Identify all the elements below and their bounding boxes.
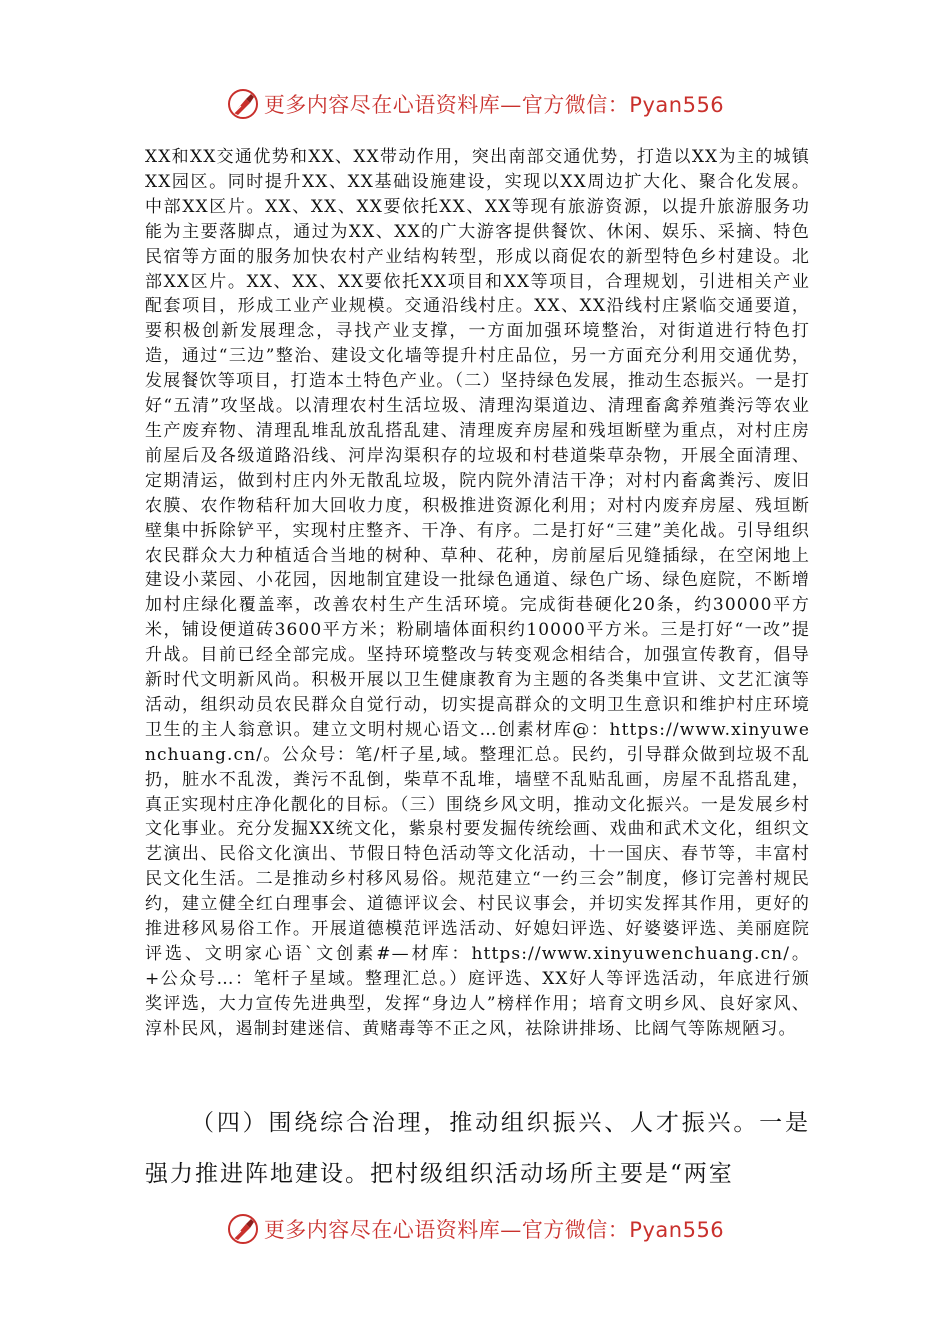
footer-banner bbox=[0, 1207, 950, 1251]
pen-nib-logo-icon bbox=[226, 1212, 260, 1246]
footer-banner-text: 更多内容尽在心语资料库— bbox=[263, 1218, 522, 1242]
header-banner-wechat: 官方微信：Pyan556 bbox=[521, 93, 725, 117]
pen-nib-logo-icon bbox=[226, 87, 260, 121]
footer-banner-wechat: 官方微信：Pyan556 bbox=[521, 1218, 725, 1242]
header-banner bbox=[0, 82, 950, 126]
body-paragraph: XX和XX交通优势和XX、XX带动作用，突出南部交通优势，打造以XX为主的城镇XX园区。同时提升XX、XX基础设施建设，实现以XX周边扩大化、聚合化发展。中部XX区片。XX、XX、XX要依托XX、XX等现有旅游资源，以提升旅游服务功能为主要落脚点，通过为XX、XX的广大游客提供餐饮、休闲、娱乐、采摘、特色民宿等方面的服务加快农村产业结构转型，形成以商促农的新型特色乡村建设。北部XX区片。XX、XX、XX要依托XX项目和XX等项目，合理规划，引进相关产业配套项目，形成工业产业规模。交通沿线村庄。XX、XX沿线村庄紧临交通要道，要积极创新发展理念，寻找产业支撑，一方面加强环境整治，对街道进行特色打造，通过“三边”整治、建设文化墙等提升村庄品位，另一方面充分利用交通优势，发展餐饮等项目，打造本土特色产业。（二）坚持绿色发展，推动生态振兴。一是打好“五清”攻坚战。以清理农村生活垃圾、清理沟渠道边、清理畜禽养殖粪污等农业生产废弃物、清理乱堆乱放乱搭乱建、清理废弃房屋和残垣断壁为重点，对村庄房前屋后及各级道路沿线、河岸沟渠积存的垃圾和村巷道柴草杂物，开展全面清理、定期清运，做到村庄内外无散乱垃圾，院内院外清洁干净；对村内畜禽粪污、废旧农膜、农作物秸秆加大回收力度，积极推进资源化利用；对村内废弃房屋、残垣断壁集中拆除铲平，实现村庄整齐、干净、有序。二是打好“三建”美化战。引导组织农民群众大力种植适合当地的树种、草种、花种，房前屋后见缝插绿，在空闲地上建设小菜园、小花园，因地制宜建设一批绿色通道、绿色广场、绿色庭院，不断增加村庄绿化覆盖率，改善农村生产生活环境。完成街巷硬化20条，约30000平方米，铺设便道砖3600平方米；粉刷墙体面积约10000平方米。三是打好“一改”提升战。目前已经全部完成。坚持环境整改与转变观念相结合，加强宣传教育，倡导新时代文明新风尚。积极开展以卫生健康教育为主题的各类集中宣讲、文艺汇演等活动，组织动员农民群众自觉行动，切实提高群众的文明卫生意识和维护村庄环境卫生的主人翁意识。建立文明村规心语文…创素材库@：https://www.xinyuwenchuang.cn/。公众号：笔/杆子星,域。整理汇总。民约，引导群众做到垃圾不乱扔，脏水不乱泼，粪污不乱倒，柴草不乱堆，墙壁不乱贴乱画，房屋不乱搭乱建，真正实现村庄净化靓化的目标。（三）围绕乡风文明，推动文化振兴。一是发展乡村文化事业。充分发掘XX统文化，紫泉村要发掘传统绘画、戏曲和武术文化，组织文艺演出、民俗文化演出、节假日特色活动等文化活动，十一国庆、春节等，丰富村民文化生活。二是推动乡村移风易俗。规范建立“一约三会”制度，修订完善村规民约，建立健全红白理事会、道德评议会、村民议事会，并切实发挥其作用，更好的推进移风易俗工作。开展道德模范评选活动、好媳妇评选、好婆婆评选、美丽庭院评选、文明家心语`文创素#—材库：https://www.xinyuwenchuang.cn/。+公众号…：笔杆子星域。整理汇总。）庭评选、XX好人等评选活动，年底进行颁奖评选，大力宣传先进典型，发挥“身边人”榜样作用；培育文明乡风、良好家风、淳朴民风，遏制封建迷信、黄赌毒等不正之风，祛除讲排场、比阔气等陈规陋习。 bbox=[145, 147, 810, 1039]
header-banner-text: 更多内容尽在心语资料库— bbox=[263, 93, 522, 117]
section-heading-paragraph: （四）围绕综合治理，推动组织振兴、人才振兴。一是强力推进阵地建设。把村级组织活动场所主要是“两室 bbox=[145, 1110, 810, 1187]
